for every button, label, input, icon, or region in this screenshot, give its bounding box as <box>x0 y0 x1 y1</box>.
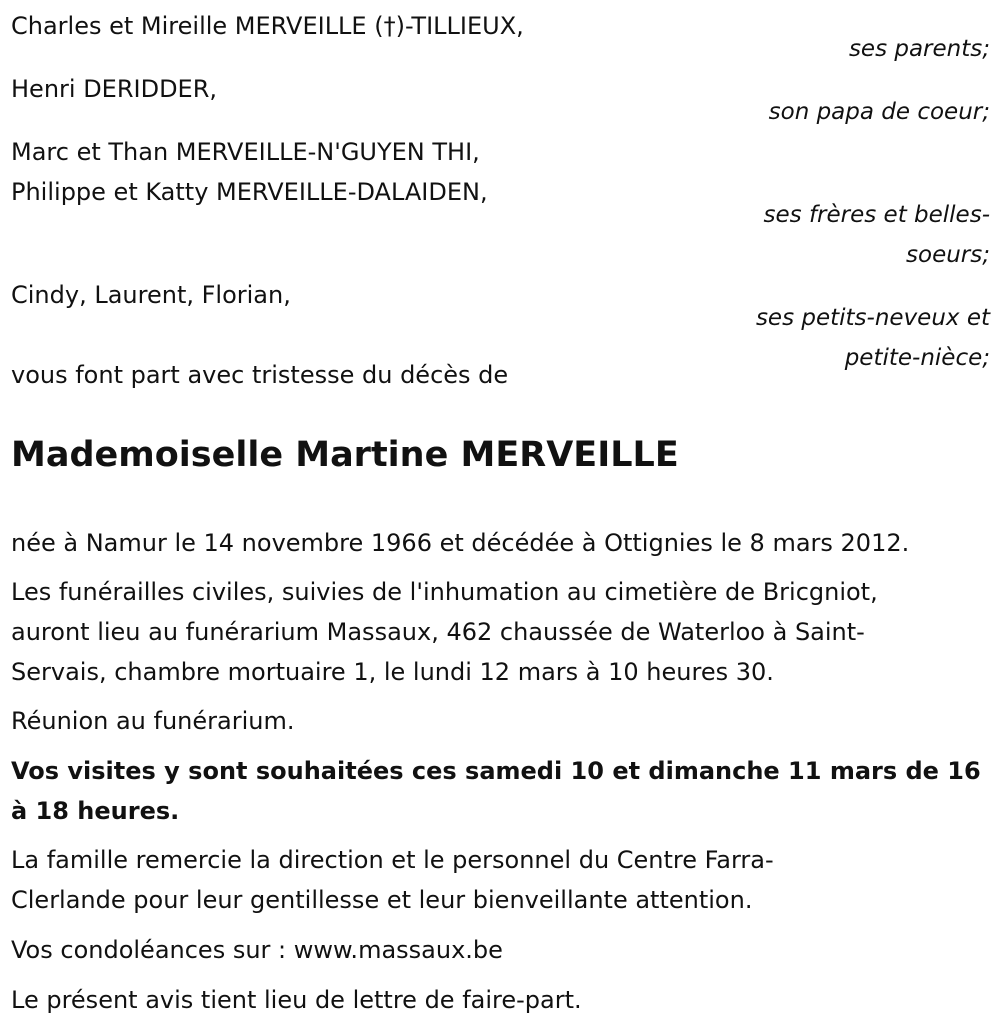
funeral-line-3: Servais, chambre mortuaire 1, le lundi 12 mars à 10 heures 30. <box>11 658 774 686</box>
visits-line-1: Vos visites y sont souhaitées ces samedi 10 et dimanche 11 mars de 16 <box>11 757 981 785</box>
parents-names: Charles et Mireille MERVEILLE (†)-TILLIEUX, <box>11 12 524 40</box>
grandnephews-role-line-2: petite-nièce; <box>844 345 990 371</box>
gathering-line: Réunion au funérarium. <box>11 707 295 735</box>
stepfather-name: Henri DERIDDER, <box>11 75 218 103</box>
siblings-role-line-2: soeurs; <box>906 242 990 268</box>
deceased-name: Mademoiselle Martine MERVEILLE <box>11 435 679 475</box>
funeral-line-2: auront lieu au funérarium Massaux, 462 chaussée de Waterloo à Saint- <box>11 618 865 646</box>
birth-death-line: née à Namur le 14 novembre 1966 et décédée à Ottignies le 8 mars 2012. <box>11 529 910 557</box>
announcement: vous font part avec tristesse du décès de <box>11 361 509 389</box>
funeral-line-1: Les funérailles civiles, suivies de l'inhumation au cimetière de Bricgniot, <box>11 578 878 606</box>
visits-line-2: à 18 heures. <box>11 797 180 825</box>
siblings-line-2: Philippe et Katty MERVEILLE-DALAIDEN, <box>11 178 488 206</box>
thanks-line-1: La famille remercie la direction et le personnel du Centre Farra- <box>11 846 774 874</box>
stepfather-role: son papa de coeur; <box>768 99 990 125</box>
grandnephews-names: Cindy, Laurent, Florian, <box>11 281 291 309</box>
thanks-line-2: Clerlande pour leur gentillesse et leur bienveillante attention. <box>11 886 753 914</box>
condolences-line: Vos condoléances sur : www.massaux.be <box>11 936 503 964</box>
notice-line: Le présent avis tient lieu de lettre de faire-part. <box>11 986 582 1014</box>
grandnephews-role-line-1: ses petits-neveux et <box>755 305 990 331</box>
siblings-line-1: Marc et Than MERVEILLE-N'GUYEN THI, <box>11 138 480 166</box>
siblings-role-line-1: ses frères et belles- <box>763 202 990 228</box>
parents-role: ses parents; <box>848 36 990 62</box>
